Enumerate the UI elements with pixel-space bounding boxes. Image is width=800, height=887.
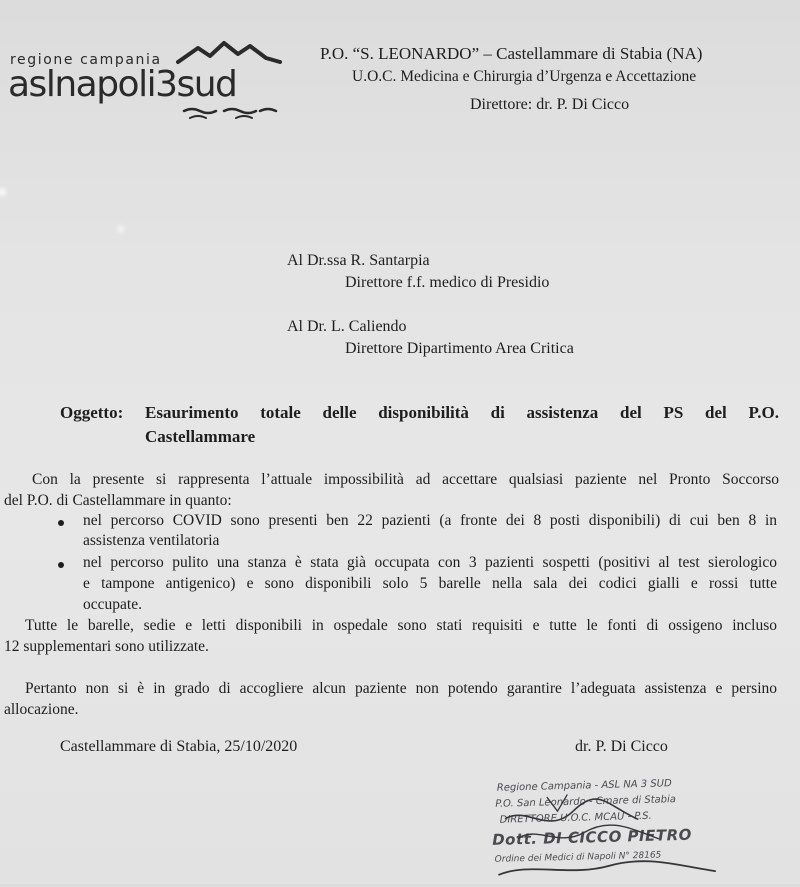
signature-name: dr. P. Di Cicco [575,738,668,755]
subject-text-line-1: Esaurimento totale delle disponibilità di assistenza del PS del P.O. [145,403,779,422]
asl-logo [8,40,298,125]
signature-scribble [487,773,720,887]
stamp-line-1: Regione Campania - ASL NA 3 SUD [496,778,672,794]
subject-text-line-2: Castellammare [145,427,256,446]
header-director: Direttore: dr. P. Di Cicco [470,96,630,113]
stamp-line-2: P.O. San Leonardo - Cmare di Stabia [495,794,677,810]
para3-line-2: allocazione. [4,701,79,718]
header-hospital: P.O. “S. LEONARDO” – Castellammare di Stabia (NA) [320,44,703,63]
recipient-1-name: Al Dr.ssa R. Santarpia [287,252,430,269]
bullet-2-line-1: nel percorso pulito una stanza è stata già occupata con 3 pazienti sospetti (positivi al test sierologico [83,554,777,571]
para3-line-1: Pertanto non si è in grado di accogliere alcun paziente non potendo garantire l’adeguata assistenza e persino [25,680,777,697]
stamp-line-5: Ordine dei Medici di Napoli N° 28165 [494,850,662,865]
subject-label: Oggetto: [60,403,124,422]
bullet-1-line-2: assistenza ventilatoria [83,532,220,549]
recipient-2-role: Direttore Dipartimento Area Critica [345,340,574,357]
logo-region-text: regione campania [10,52,162,68]
mountains-icon [176,40,286,66]
intro-line-2: del P.O. di Castellammare in quanto: [4,492,232,509]
intro-line-1: Con la presente si rappresenta l’attuale impossibilità ad accettare qualsiasi paziente nel Pronto Soccorso [32,471,779,488]
waves-icon [180,106,280,122]
glare-spot [0,188,6,196]
header-unit: U.O.C. Medicina e Chirurgia d’Urgenza e Accettazione [352,68,697,85]
bullet-2-line-2: e tampone antigenico) e sono disponibili solo 5 barelle nella sala dei codici gialli e rossi tutte [83,575,777,592]
official-stamp [487,773,720,887]
bullet-dot-2 [58,562,64,568]
para2-line-2: 12 supplementari sono utilizzate. [4,638,209,655]
para2-line-1: Tutte le barelle, sedie e letti disponibili in ospedale sono stati requisiti e tutte le fonti di ossigeno incluso [25,617,777,634]
glare-spot [118,226,124,232]
place-date: Castellammare di Stabia, 25/10/2020 [60,738,298,755]
logo-name-text: aslnapoli3sud [8,64,237,105]
bullet-2-line-3: occupate. [83,596,142,613]
bullet-1-line-1: nel percorso COVID sono presenti ben 22 pazienti (a fronte dei 8 posti disponibili) di cui ben 8 in [83,512,777,529]
stamp-line-4: Dott. DI CICCO PIETRO [491,825,693,849]
recipient-2-name: Al Dr. L. Caliendo [287,318,407,335]
recipient-1-role: Direttore f.f. medico di Presidio [345,274,550,291]
stamp-line-3: DIRETTORE U.O.C. MCAU - P.S. [499,810,652,826]
bullet-dot-1 [58,520,64,526]
